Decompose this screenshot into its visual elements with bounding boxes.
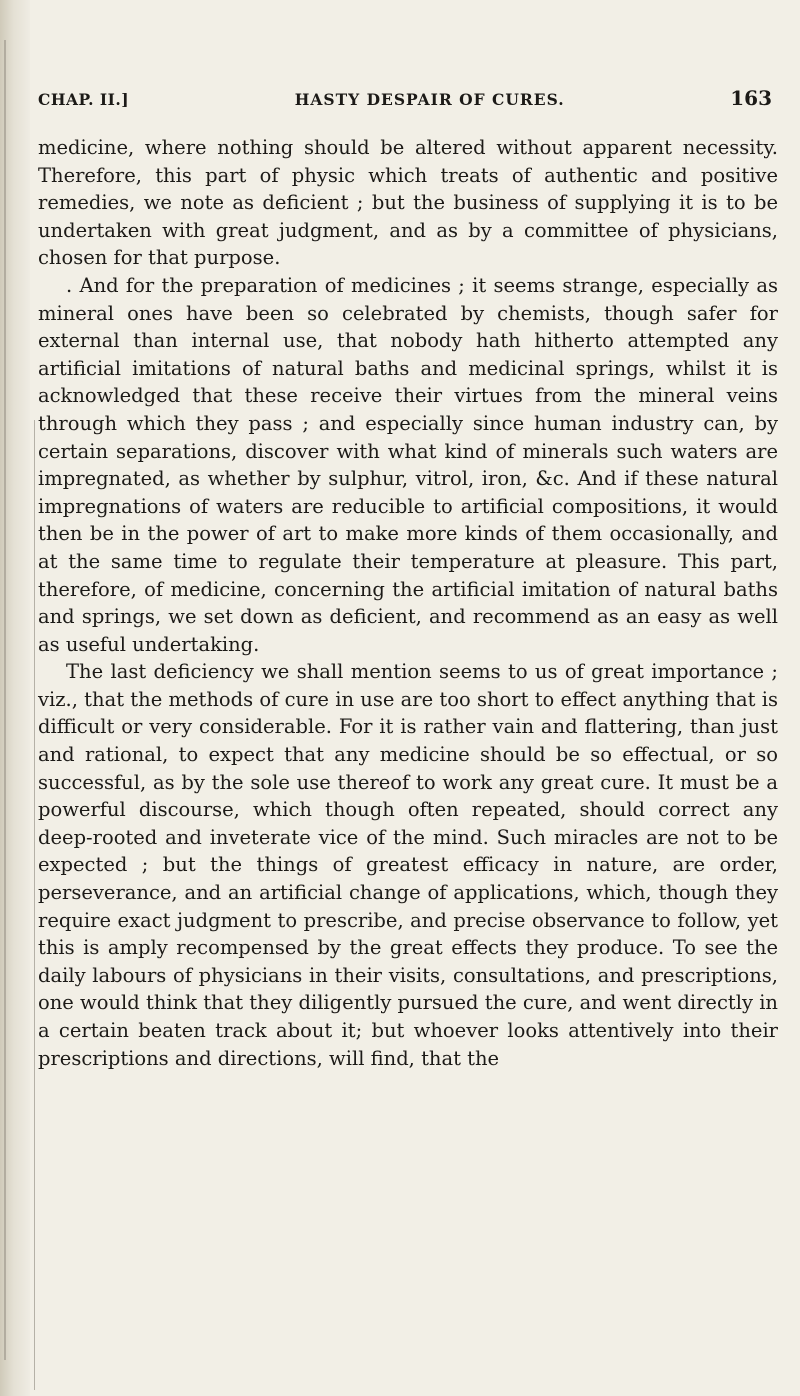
book-page bbox=[38, 86, 778, 1072]
paragraph-continued: medicine, where nothing should be altered without apparent necessity. Therefore, this part of physic which treats of authentic and positive remedies, we note as deficient ; but the business of supplying it is to be undertaken with great judgment, and as by a committee of physicians, chosen for that purpose. bbox=[38, 136, 778, 270]
body-text bbox=[38, 134, 778, 1072]
margin-rule bbox=[34, 420, 35, 1390]
page-number: 163 bbox=[730, 86, 772, 110]
paragraph-preparation-of-medicines: . And for the preparation of medicines ; it seems strange, especially as mineral ones have been so celebrated by chemists, though safer for external than internal use, that nobody hath hitherto attempted any artificial imitations of natural baths and medicinal springs, whilst it is acknowledged that these receive their virtues from the mineral veins through which they pass ; and especially since human industry can, by certain separations, discover with what kind of minerals such waters are impregnated, as whether by sulphur, vitrol, iron, &c. And if these natural impregnations of waters are reducible to artificial compositions, it would then be in the power of art to make more kinds of them occasionally, and at the same time to regulate their temperature at pleasure. This part, therefore, of medicine, concerning the artificial imitation of natural baths and springs, we set down as deficient, and recommend as an easy as well as useful undertaking. bbox=[38, 273, 778, 656]
paragraph-last-deficiency: The last deficiency we shall mention seems to us of great importance ; viz., that the methods of cure in use are too short to effect anything that is difficult or very considerable. For it is rather vain and flattering, than just and rational, to expect that any medicine should be so effectual, or so successful, as by the sole use thereof to work any great cure. It must be a powerful discourse, which though often repeated, should correct any deep-rooted and inveterate vice of the mind. Such miracles are not to be expected ; but the things of greatest efficacy in nature, are order, perseverance, and an artificial change of applications, which, though they require exact judgment to prescribe, and precise observance to follow, yet this is amply recompensed by the great effects they produce. To see the daily labours of physicians in their visits, consultations, and prescriptions, one would think that they diligently pursued the cure, and went directly in a certain beaten track about it; but whoever looks attentively into their prescriptions and directions, will find, that the bbox=[38, 660, 778, 1070]
running-title: HASTY DESPAIR OF CURES. bbox=[294, 90, 565, 109]
running-head bbox=[38, 86, 778, 118]
chapter-label: CHAP. II.] bbox=[38, 90, 130, 109]
binding-line bbox=[4, 40, 6, 1360]
